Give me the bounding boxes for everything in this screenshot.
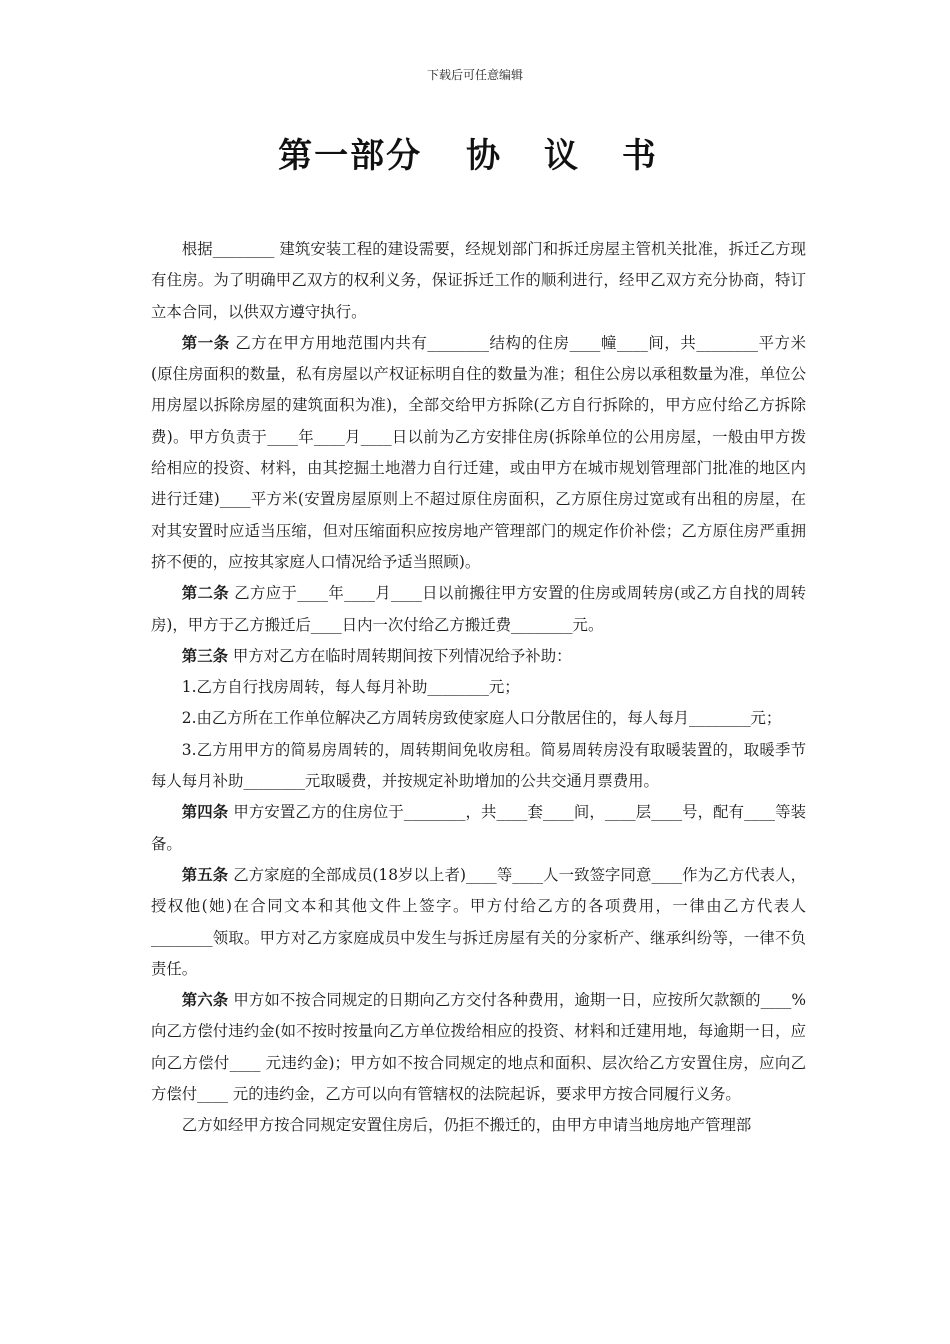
paragraph-article-4 bbox=[151, 797, 806, 860]
paragraph-article-6 bbox=[151, 985, 806, 1110]
article-label: 第四条 bbox=[181, 803, 229, 822]
paragraph-text: 乙方家庭的全部成员(18岁以上者)____等____人一致签字同意____作为乙方代表人，授权他(她)在合同文本和其他文件上签字。甲方付给乙方的各项费用，一律由乙方代表人________领取。甲方对乙方家庭成员中发生与拆迁房屋有关的分家析产、继承纠纷等，一律不负责任。 bbox=[151, 865, 806, 978]
paragraph-article-1 bbox=[151, 328, 806, 578]
article-label: 第二条 bbox=[181, 584, 230, 603]
list-item bbox=[151, 735, 806, 798]
title-name: 协 议 书 bbox=[466, 136, 672, 176]
header-note: 下载后可任意编辑 bbox=[426, 68, 523, 82]
paragraph-text: 甲方安置乙方的住房位于________，共____套____间，____层____号，配有____等装备。 bbox=[151, 803, 806, 853]
paragraph-text: 乙方如经甲方按合同规定安置住房后，仍拒不搬迁的，由甲方申请当地房地产管理部 bbox=[181, 1116, 752, 1135]
paragraph-text: 1.乙方自行找房周转，每人每月补助________元； bbox=[181, 678, 520, 697]
paragraph-intro bbox=[151, 234, 806, 328]
paragraph-text: 甲方如不按合同规定的日期向乙方交付各种费用，逾期一日，应按所欠款额的____%向乙方偿付违约金(如不按时按量向乙方单位拨给相应的投资、材料和迁建用地，每逾期一日，应向乙方偿付____ 元违约金)；甲方如不按合同规定的地点和面积、层次给乙方安置住房，应向乙方偿付____ 元的违约金，乙方可以向有管辖权的法院起诉，要求甲方按合同履行义务。 bbox=[151, 991, 806, 1104]
article-label: 第一条 bbox=[181, 333, 230, 352]
document-body bbox=[151, 234, 806, 1142]
list-item bbox=[151, 703, 806, 734]
paragraph-article-2 bbox=[151, 578, 806, 641]
title-part: 第一部分 bbox=[278, 136, 423, 176]
paragraph-text: 甲方对乙方在临时周转期间按下列情况给予补助： bbox=[227, 646, 572, 665]
page-title bbox=[0, 128, 950, 177]
article-label: 第六条 bbox=[181, 991, 229, 1010]
article-label: 第三条 bbox=[181, 646, 228, 665]
article-label: 第五条 bbox=[181, 865, 229, 884]
paragraph-text: 3.乙方用甲方的简易房周转的，周转期间免收房租。简易周转房没有取暖装置的，取暖季节每人每月补助________元取暖费，并按规定补助增加的公共交通月票费用。 bbox=[151, 740, 806, 791]
paragraph-continuation bbox=[151, 1110, 806, 1141]
list-item bbox=[151, 672, 806, 703]
paragraph-text: 根据________ 建筑安装工程的建设需要，经规划部门和拆迁房屋主管机关批准，拆迁乙方现有住房。为了明确甲乙双方的权利义务，保证拆迁工作的顺利进行，经甲乙双方充分协商，特订立本合同，以供双方遵守执行。 bbox=[151, 240, 806, 321]
paragraph-text: 乙方在甲方用地范围内共有________结构的住房____幢____间，共________平方米(原住房面积的数量，私有房屋以产权证标明自住的数量为准；租住公房以承租数量为准，单位公用房屋以拆除房屋的建筑面积为准)，全部交给甲方拆除(乙方自行拆除的，甲方应付给乙方拆除费)。甲方负责于____年____月____日以前为乙方安排住房(拆除单位的公用房屋，一般由甲方拨给相应的投资、材料，由其挖掘土地潜力自行迁建，或由甲方在城市规划管理部门批准的地区内进行迁建)____平方米(安置房屋原则上不超过原住房面积，乙方原住房过宽或有出租的房屋，在对其安置时应适当压缩，但对压缩面积应按房地产管理部门的规定作价补偿；乙方原住房严重拥挤不便的，应按其家庭人口情况给予适当照顾)。 bbox=[151, 333, 806, 571]
paragraph-text: 2.由乙方所在工作单位解决乙方周转房致使家庭人口分散居住的，每人每月________元； bbox=[181, 709, 782, 728]
paragraph-article-3 bbox=[151, 641, 806, 672]
paragraph-text: 乙方应于____年____月____日以前搬往甲方安置的住房或周转房(或乙方自找的周转房)，甲方于乙方搬迁后____日内一次付给乙方搬迁费________元。 bbox=[151, 584, 806, 634]
paragraph-article-5 bbox=[151, 860, 806, 985]
